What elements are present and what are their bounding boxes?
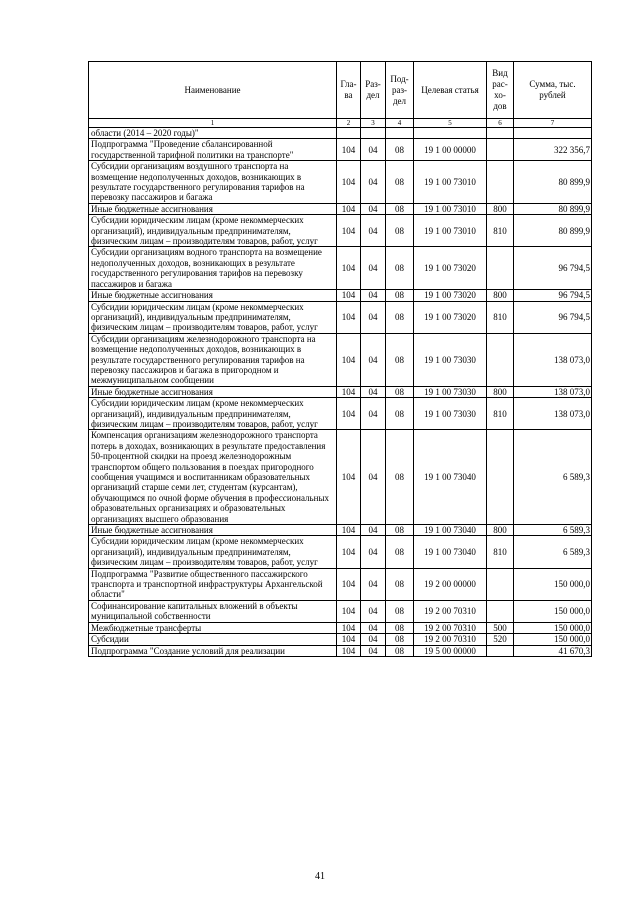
cell-vid — [487, 600, 514, 622]
table-row — [89, 634, 592, 645]
cell-summa: 150 000,0 — [514, 568, 592, 600]
cell-summa: 150 000,0 — [514, 600, 592, 622]
cell-podrazdel: 08 — [386, 525, 414, 536]
cell-name: Субсидии организациям железнодорожного транспорта на возмещение недополученных доходов, возникающих в результате государственного регулирования тарифов на перевозку пассажиров и багажа в пригородном и межмуниципальном сообщении — [89, 333, 337, 386]
cell-name: Подпрограмма "Развитие общественного пассажирского транспорта и транспортной инфраструктуры Архангельской области" — [89, 568, 337, 600]
cell-name: области (2014 – 2020 годы)" — [89, 128, 337, 139]
cell-vid — [487, 645, 514, 656]
table-row — [89, 645, 592, 656]
table-row — [89, 203, 592, 214]
cell-podrazdel: 08 — [386, 568, 414, 600]
cell-vid: 810 — [487, 536, 514, 568]
cell-glava: 104 — [337, 634, 361, 645]
table-row — [89, 398, 592, 430]
cell-vid: 810 — [487, 301, 514, 333]
header-glava: Гла-ва — [337, 62, 361, 119]
column-number: 3 — [361, 119, 386, 128]
cell-glava: 104 — [337, 290, 361, 301]
cell-razdel: 04 — [361, 139, 386, 161]
cell-vid: 800 — [487, 525, 514, 536]
header-podrazdel: Под-раз-дел — [386, 62, 414, 119]
cell-glava: 104 — [337, 430, 361, 525]
table-header-row — [89, 62, 592, 119]
cell-vid: 810 — [487, 398, 514, 430]
cell-glava: 104 — [337, 398, 361, 430]
cell-statia: 19 1 00 73010 — [414, 203, 487, 214]
cell-podrazdel: 08 — [386, 247, 414, 290]
cell-name: Субсидии юридическим лицам (кроме некоммерческих организаций), индивидуальным предпринимателям, физическим лицам – производителям товаров, работ, услуг — [89, 536, 337, 568]
cell-name: Межбюджетные трансферты — [89, 622, 337, 633]
header-statia: Целевая статья — [414, 62, 487, 119]
cell-summa: 6 589,3 — [514, 536, 592, 568]
cell-glava: 104 — [337, 333, 361, 386]
header-summa: Сумма, тыс. рублей — [514, 62, 592, 119]
cell-summa: 138 073,0 — [514, 386, 592, 397]
cell-statia: 19 2 00 70310 — [414, 634, 487, 645]
cell-summa: 150 000,0 — [514, 622, 592, 633]
cell-statia: 19 1 00 73040 — [414, 430, 487, 525]
cell-name: Подпрограмма "Проведение сбалансированной государственной тарифной политики на транспорте" — [89, 139, 337, 161]
cell-vid: 810 — [487, 215, 514, 247]
cell-vid — [487, 568, 514, 600]
cell-podrazdel: 08 — [386, 333, 414, 386]
cell-summa: 322 356,7 — [514, 139, 592, 161]
table-row — [89, 536, 592, 568]
cell-summa: 96 794,5 — [514, 290, 592, 301]
page-number: 41 — [315, 871, 325, 882]
cell-statia: 19 1 00 73010 — [414, 215, 487, 247]
cell-statia: 19 1 00 00000 — [414, 139, 487, 161]
cell-vid: 800 — [487, 290, 514, 301]
cell-razdel: 04 — [361, 290, 386, 301]
cell-summa — [514, 128, 592, 139]
table-row — [89, 161, 592, 204]
cell-statia: 19 5 00 00000 — [414, 645, 487, 656]
cell-summa: 80 899,9 — [514, 203, 592, 214]
cell-glava: 104 — [337, 203, 361, 214]
cell-razdel: 04 — [361, 600, 386, 622]
cell-name: Субсидии организациям водного транспорта на возмещение недополученных доходов, возникающих в результате государственного регулирования тарифов на перевозку пассажиров и багажа — [89, 247, 337, 290]
column-number: 1 — [89, 119, 337, 128]
cell-razdel: 04 — [361, 247, 386, 290]
cell-vid — [487, 161, 514, 204]
header-name: Наименование — [89, 62, 337, 119]
cell-razdel: 04 — [361, 215, 386, 247]
table-row — [89, 333, 592, 386]
cell-razdel: 04 — [361, 430, 386, 525]
cell-name: Софинансирование капитальных вложений в объекты муниципальной собственности — [89, 600, 337, 622]
cell-name: Субсидии юридическим лицам (кроме некоммерческих организаций), индивидуальным предпринимателям, физическим лицам – производителям товаров, работ, услуг — [89, 215, 337, 247]
cell-razdel: 04 — [361, 161, 386, 204]
cell-name: Иные бюджетные ассигнования — [89, 290, 337, 301]
column-number: 6 — [487, 119, 514, 128]
cell-razdel: 04 — [361, 536, 386, 568]
cell-statia: 19 1 00 73040 — [414, 536, 487, 568]
table-row — [89, 139, 592, 161]
cell-summa: 138 073,0 — [514, 398, 592, 430]
table-row — [89, 386, 592, 397]
cell-podrazdel: 08 — [386, 600, 414, 622]
column-numbers-row — [89, 119, 592, 128]
cell-statia: 19 1 00 73030 — [414, 333, 487, 386]
table-row — [89, 568, 592, 600]
cell-name: Подпрограмма "Создание условий для реализации — [89, 645, 337, 656]
cell-vid — [487, 333, 514, 386]
cell-razdel: 04 — [361, 645, 386, 656]
cell-podrazdel: 08 — [386, 386, 414, 397]
cell-vid — [487, 128, 514, 139]
cell-statia: 19 1 00 73010 — [414, 161, 487, 204]
cell-name: Иные бюджетные ассигнования — [89, 203, 337, 214]
cell-podrazdel: 08 — [386, 430, 414, 525]
cell-statia: 19 1 00 73030 — [414, 386, 487, 397]
cell-podrazdel: 08 — [386, 290, 414, 301]
cell-name: Субсидии юридическим лицам (кроме некоммерческих организаций), индивидуальным предпринимателям, физическим лицам – производителям товаров, работ, услуг — [89, 398, 337, 430]
cell-name: Субсидии организациям воздушного транспорта на возмещение недополученных доходов, возникающих в результате государственного регулирования тарифов на перевозку пассажиров и багажа — [89, 161, 337, 204]
cell-razdel — [361, 128, 386, 139]
cell-statia: 19 2 00 70310 — [414, 622, 487, 633]
header-razdel: Раз-дел — [361, 62, 386, 119]
table-row — [89, 600, 592, 622]
table-row — [89, 622, 592, 633]
cell-podrazdel: 08 — [386, 215, 414, 247]
cell-summa: 80 899,9 — [514, 161, 592, 204]
cell-podrazdel: 08 — [386, 634, 414, 645]
column-number: 5 — [414, 119, 487, 128]
cell-vid: 800 — [487, 203, 514, 214]
cell-glava: 104 — [337, 386, 361, 397]
cell-glava: 104 — [337, 645, 361, 656]
cell-name: Иные бюджетные ассигнования — [89, 386, 337, 397]
cell-razdel: 04 — [361, 398, 386, 430]
cell-summa: 6 589,3 — [514, 430, 592, 525]
cell-razdel: 04 — [361, 568, 386, 600]
cell-statia: 19 2 00 00000 — [414, 568, 487, 600]
cell-glava: 104 — [337, 568, 361, 600]
table-row — [89, 215, 592, 247]
cell-vid — [487, 430, 514, 525]
budget-table — [88, 61, 592, 657]
column-number: 4 — [386, 119, 414, 128]
cell-razdel: 04 — [361, 386, 386, 397]
cell-glava: 104 — [337, 600, 361, 622]
cell-glava: 104 — [337, 247, 361, 290]
cell-statia: 19 1 00 73030 — [414, 398, 487, 430]
cell-glava: 104 — [337, 301, 361, 333]
table-row — [89, 128, 592, 139]
cell-podrazdel: 08 — [386, 161, 414, 204]
cell-statia — [414, 128, 487, 139]
cell-summa: 6 589,3 — [514, 525, 592, 536]
cell-glava: 104 — [337, 161, 361, 204]
cell-razdel: 04 — [361, 333, 386, 386]
cell-podrazdel: 08 — [386, 536, 414, 568]
cell-podrazdel: 08 — [386, 398, 414, 430]
cell-name: Компенсация организациям железнодорожного транспорта потерь в доходах, возникающих в результате предоставления 50-процентной скидки на проезд железнодорожным транспортом общего пользования в поездах пригородного сообщения учащимся и воспитанникам образовательных организаций старше семи лет, студентам (курсантам), обучающимся по очной форме обучения в профессиональных образовательных организациях и образовательных организациях высшего образования — [89, 430, 337, 525]
cell-name: Субсидии юридическим лицам (кроме некоммерческих организаций), индивидуальным предпринимателям, физическим лицам – производителям товаров, работ, услуг — [89, 301, 337, 333]
cell-vid: 500 — [487, 622, 514, 633]
cell-statia: 19 1 00 73020 — [414, 301, 487, 333]
table-row — [89, 430, 592, 525]
cell-summa: 41 670,3 — [514, 645, 592, 656]
cell-vid: 800 — [487, 386, 514, 397]
cell-razdel: 04 — [361, 525, 386, 536]
cell-glava: 104 — [337, 525, 361, 536]
cell-podrazdel: 08 — [386, 301, 414, 333]
table-row — [89, 301, 592, 333]
cell-vid — [487, 139, 514, 161]
cell-vid — [487, 247, 514, 290]
column-number: 7 — [514, 119, 592, 128]
header-vid: Вид рас-хо-дов — [487, 62, 514, 119]
cell-summa: 96 794,5 — [514, 301, 592, 333]
cell-glava — [337, 128, 361, 139]
cell-summa: 80 899,9 — [514, 215, 592, 247]
cell-razdel: 04 — [361, 301, 386, 333]
cell-glava: 104 — [337, 536, 361, 568]
table-row — [89, 290, 592, 301]
table-body — [89, 128, 592, 657]
cell-glava: 104 — [337, 139, 361, 161]
cell-statia: 19 1 00 73020 — [414, 290, 487, 301]
cell-glava: 104 — [337, 622, 361, 633]
cell-vid: 520 — [487, 634, 514, 645]
cell-summa: 138 073,0 — [514, 333, 592, 386]
cell-razdel: 04 — [361, 634, 386, 645]
cell-glava: 104 — [337, 215, 361, 247]
cell-podrazdel: 08 — [386, 139, 414, 161]
cell-statia: 19 1 00 73040 — [414, 525, 487, 536]
cell-summa: 96 794,5 — [514, 247, 592, 290]
cell-podrazdel: 08 — [386, 645, 414, 656]
cell-summa: 150 000,0 — [514, 634, 592, 645]
cell-podrazdel: 08 — [386, 622, 414, 633]
cell-podrazdel: 08 — [386, 203, 414, 214]
column-number: 2 — [337, 119, 361, 128]
cell-statia: 19 2 00 70310 — [414, 600, 487, 622]
cell-podrazdel — [386, 128, 414, 139]
cell-name: Иные бюджетные ассигнования — [89, 525, 337, 536]
cell-razdel: 04 — [361, 622, 386, 633]
cell-razdel: 04 — [361, 203, 386, 214]
cell-statia: 19 1 00 73020 — [414, 247, 487, 290]
cell-name: Субсидии — [89, 634, 337, 645]
table-row — [89, 525, 592, 536]
table-row — [89, 247, 592, 290]
